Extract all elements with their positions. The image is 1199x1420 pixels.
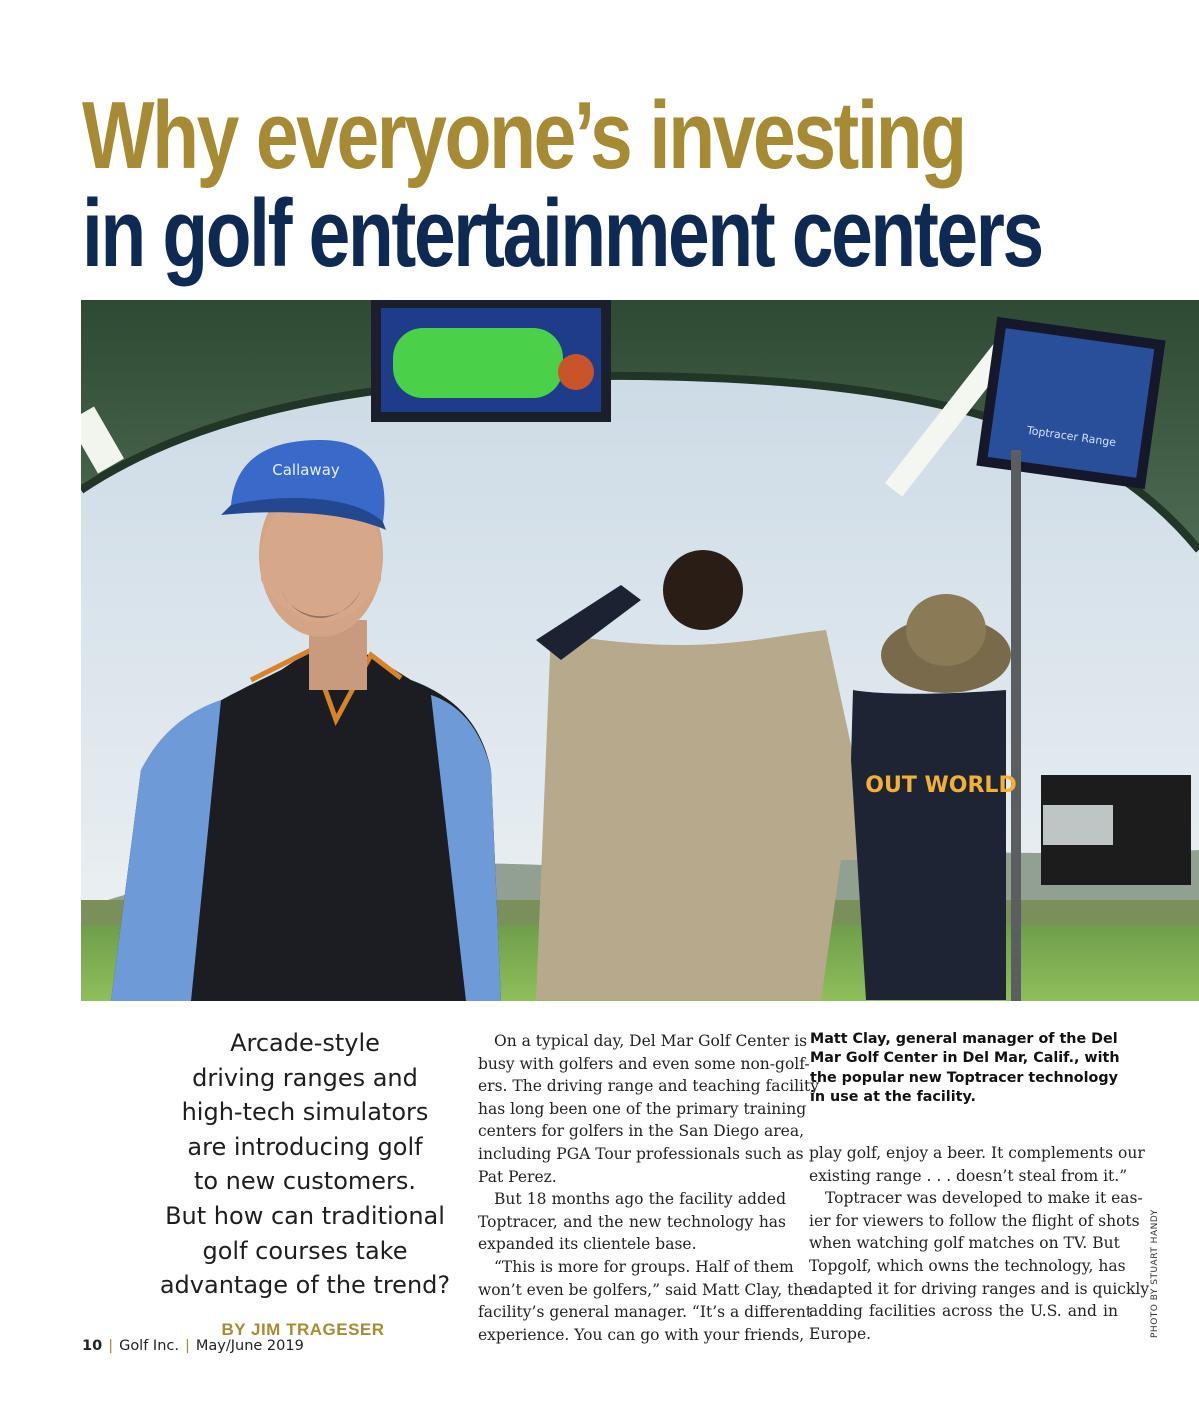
footer-divider: | [184, 1338, 190, 1354]
body-line: Pat Perez. [478, 1167, 557, 1186]
body-column-1 [478, 1030, 819, 1346]
deck-line: golf courses take [202, 1236, 408, 1265]
deck-line: But how can traditional [165, 1201, 445, 1230]
body-line: won’t even be golfers,” said Matt Clay, the [478, 1280, 813, 1299]
feature-photo-illustration [81, 300, 1199, 1001]
magazine-name: Golf Inc. [119, 1338, 179, 1354]
deck-line: to new customers. [193, 1167, 417, 1196]
body-line: ier for viewers to follow the flight of shots [809, 1211, 1140, 1230]
body-line: Topgolf, which owns the technology, has [809, 1256, 1126, 1275]
headline-line-2: in golf entertainment centers [82, 180, 1042, 287]
body-line: Toptracer, and the new technology has [478, 1212, 786, 1231]
footer-divider: | [108, 1338, 114, 1354]
body-line: experience. You can go with your friends, [478, 1325, 805, 1344]
byline: BY JIM TRAGESER [221, 1320, 385, 1339]
body-line: expanded its clientele base. [478, 1235, 697, 1254]
page-footer [82, 1338, 304, 1354]
body-line: facility’s general manager. “It’s a different [478, 1303, 813, 1322]
photo-caption [810, 1030, 1130, 1108]
shirt-text: OUT WORLD [865, 773, 1017, 798]
body-line: “This is more for groups. Half of them [494, 1257, 794, 1276]
deck-line: Arcade-style [230, 1029, 380, 1057]
body-line: ers. The driving range and teaching facility [478, 1077, 819, 1096]
body-line: play golf, enjoy a beer. It complements our [809, 1144, 1145, 1162]
monitor-text: Toptracer Range [1026, 423, 1117, 450]
body-line: existing range . . . doesn’t steal from it.” [809, 1166, 1128, 1185]
deck-line: are introducing golf [187, 1132, 423, 1161]
body-line: busy with golfers and even some non-golf- [478, 1054, 810, 1073]
headline-line-1: Why everyone’s investing [82, 82, 965, 189]
body-line: Toptracer was developed to make it eas- [825, 1189, 1143, 1208]
caption-line: in use at the facility. [810, 1089, 976, 1106]
deck-line: advantage of the trend? [159, 1271, 451, 1300]
caption-line: Matt Clay, general manager of the Del [810, 1031, 1118, 1047]
deck-line: high-tech simulators [181, 1098, 429, 1127]
body-line: centers for golfers in the San Diego area, [478, 1122, 805, 1141]
body-line: But 18 months ago the facility added [494, 1190, 786, 1209]
body-line: adapted it for driving ranges and is quickly [809, 1279, 1150, 1298]
photo-credit: PHOTO BY STUART HANDY [1150, 1209, 1160, 1338]
feature-photo [81, 300, 1199, 1001]
deck-summary [150, 1026, 460, 1303]
body-line: On a typical day, Del Mar Golf Center is [494, 1032, 808, 1050]
deck-line: driving ranges and [192, 1063, 418, 1092]
caption-line: Mar Golf Center in Del Mar, Calif., with [810, 1050, 1120, 1067]
caption-line: the popular new Toptracer technology [810, 1069, 1118, 1086]
body-line: including PGA Tour professionals such as [478, 1144, 804, 1163]
issue-date: May/June 2019 [195, 1338, 304, 1354]
hat-logo: Callaway [272, 461, 340, 479]
page-number: 10 [82, 1338, 103, 1354]
body-column-2 [809, 1142, 1150, 1345]
body-line: when watching golf matches on TV. But [809, 1234, 1120, 1253]
body-line: adding facilities across the U.S. and in [809, 1302, 1118, 1321]
body-line: has long been one of the primary training [478, 1099, 807, 1118]
body-line: Europe. [809, 1324, 872, 1343]
